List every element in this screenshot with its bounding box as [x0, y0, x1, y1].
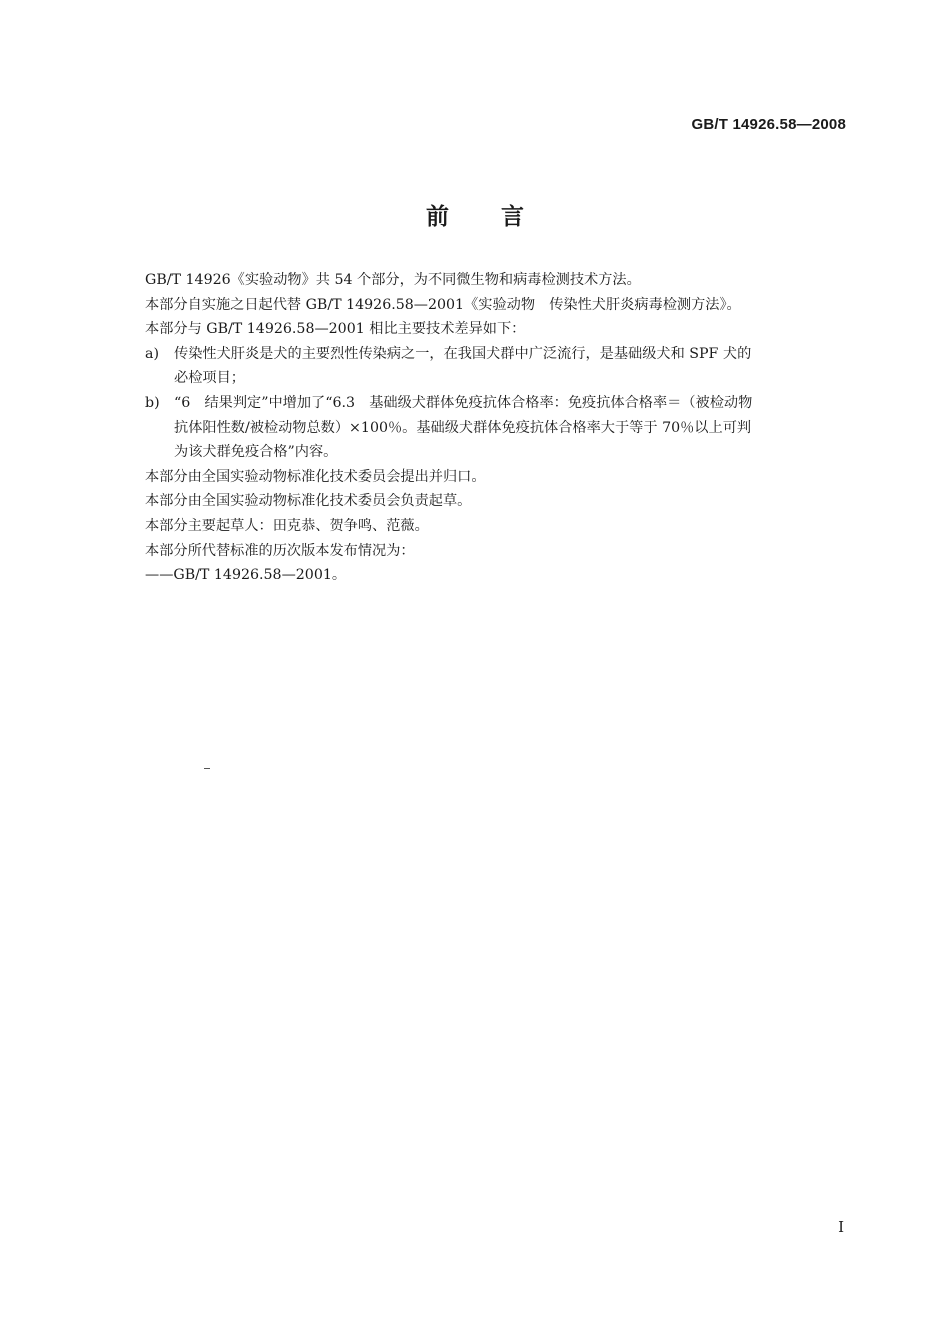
- list-line: 传染性犬肝炎是犬的主要烈性传染病之一，在我国犬群中广泛流行，是基础级犬和 SPF 犬的: [174, 345, 752, 362]
- list-item-text: [174, 342, 850, 391]
- list-item-a: [145, 342, 850, 391]
- paragraph: GB/T 14926《实验动物》共 54 个部分，为不同微生物和病毒检测技术方法。: [145, 272, 641, 288]
- list-line: 必检项目；: [174, 370, 245, 387]
- paragraph: 本部分由全国实验动物标准化技术委员会提出并归口。: [145, 468, 486, 485]
- page-title: 前言: [426, 204, 576, 230]
- paragraph: ——GB/T 14926.58—2001。: [145, 567, 347, 584]
- standard-number: GB/T 14926.58—2008: [691, 116, 846, 133]
- list-marker: a): [145, 345, 159, 362]
- paragraph: 本部分自实施之日起代替 GB/T 14926.58—2001《实验动物 传染性犬肝炎病毒检测方法》。: [145, 296, 741, 313]
- list-item-text: [174, 391, 850, 465]
- list-item-b: [145, 391, 850, 465]
- page-number: I: [838, 1218, 844, 1236]
- foreword-body: [145, 268, 850, 588]
- paragraph: 本部分由全国实验动物标准化技术委员会负责起草。: [145, 493, 472, 510]
- paragraph: 本部分与 GB/T 14926.58—2001 相比主要技术差异如下：: [145, 321, 526, 338]
- list-line: 抗体阳性数/被检动物总数）×100％。基础级犬群体免疫抗体合格率大于等于 70％以上可判: [174, 419, 752, 436]
- paragraph: 本部分所代替标准的历次版本发布情况为：: [145, 542, 415, 559]
- list-marker: b): [145, 394, 160, 411]
- list-line: 为该犬群免疫合格”内容。: [174, 444, 338, 461]
- list-line: “6 结果判定”中增加了“6.3 基础级犬群体免疫抗体合格率：免疫抗体合格率＝（被检动物: [174, 394, 753, 411]
- scan-artifact: [204, 768, 210, 769]
- paragraph: 本部分主要起草人：田克恭、贺争鸣、范薇。: [145, 517, 429, 534]
